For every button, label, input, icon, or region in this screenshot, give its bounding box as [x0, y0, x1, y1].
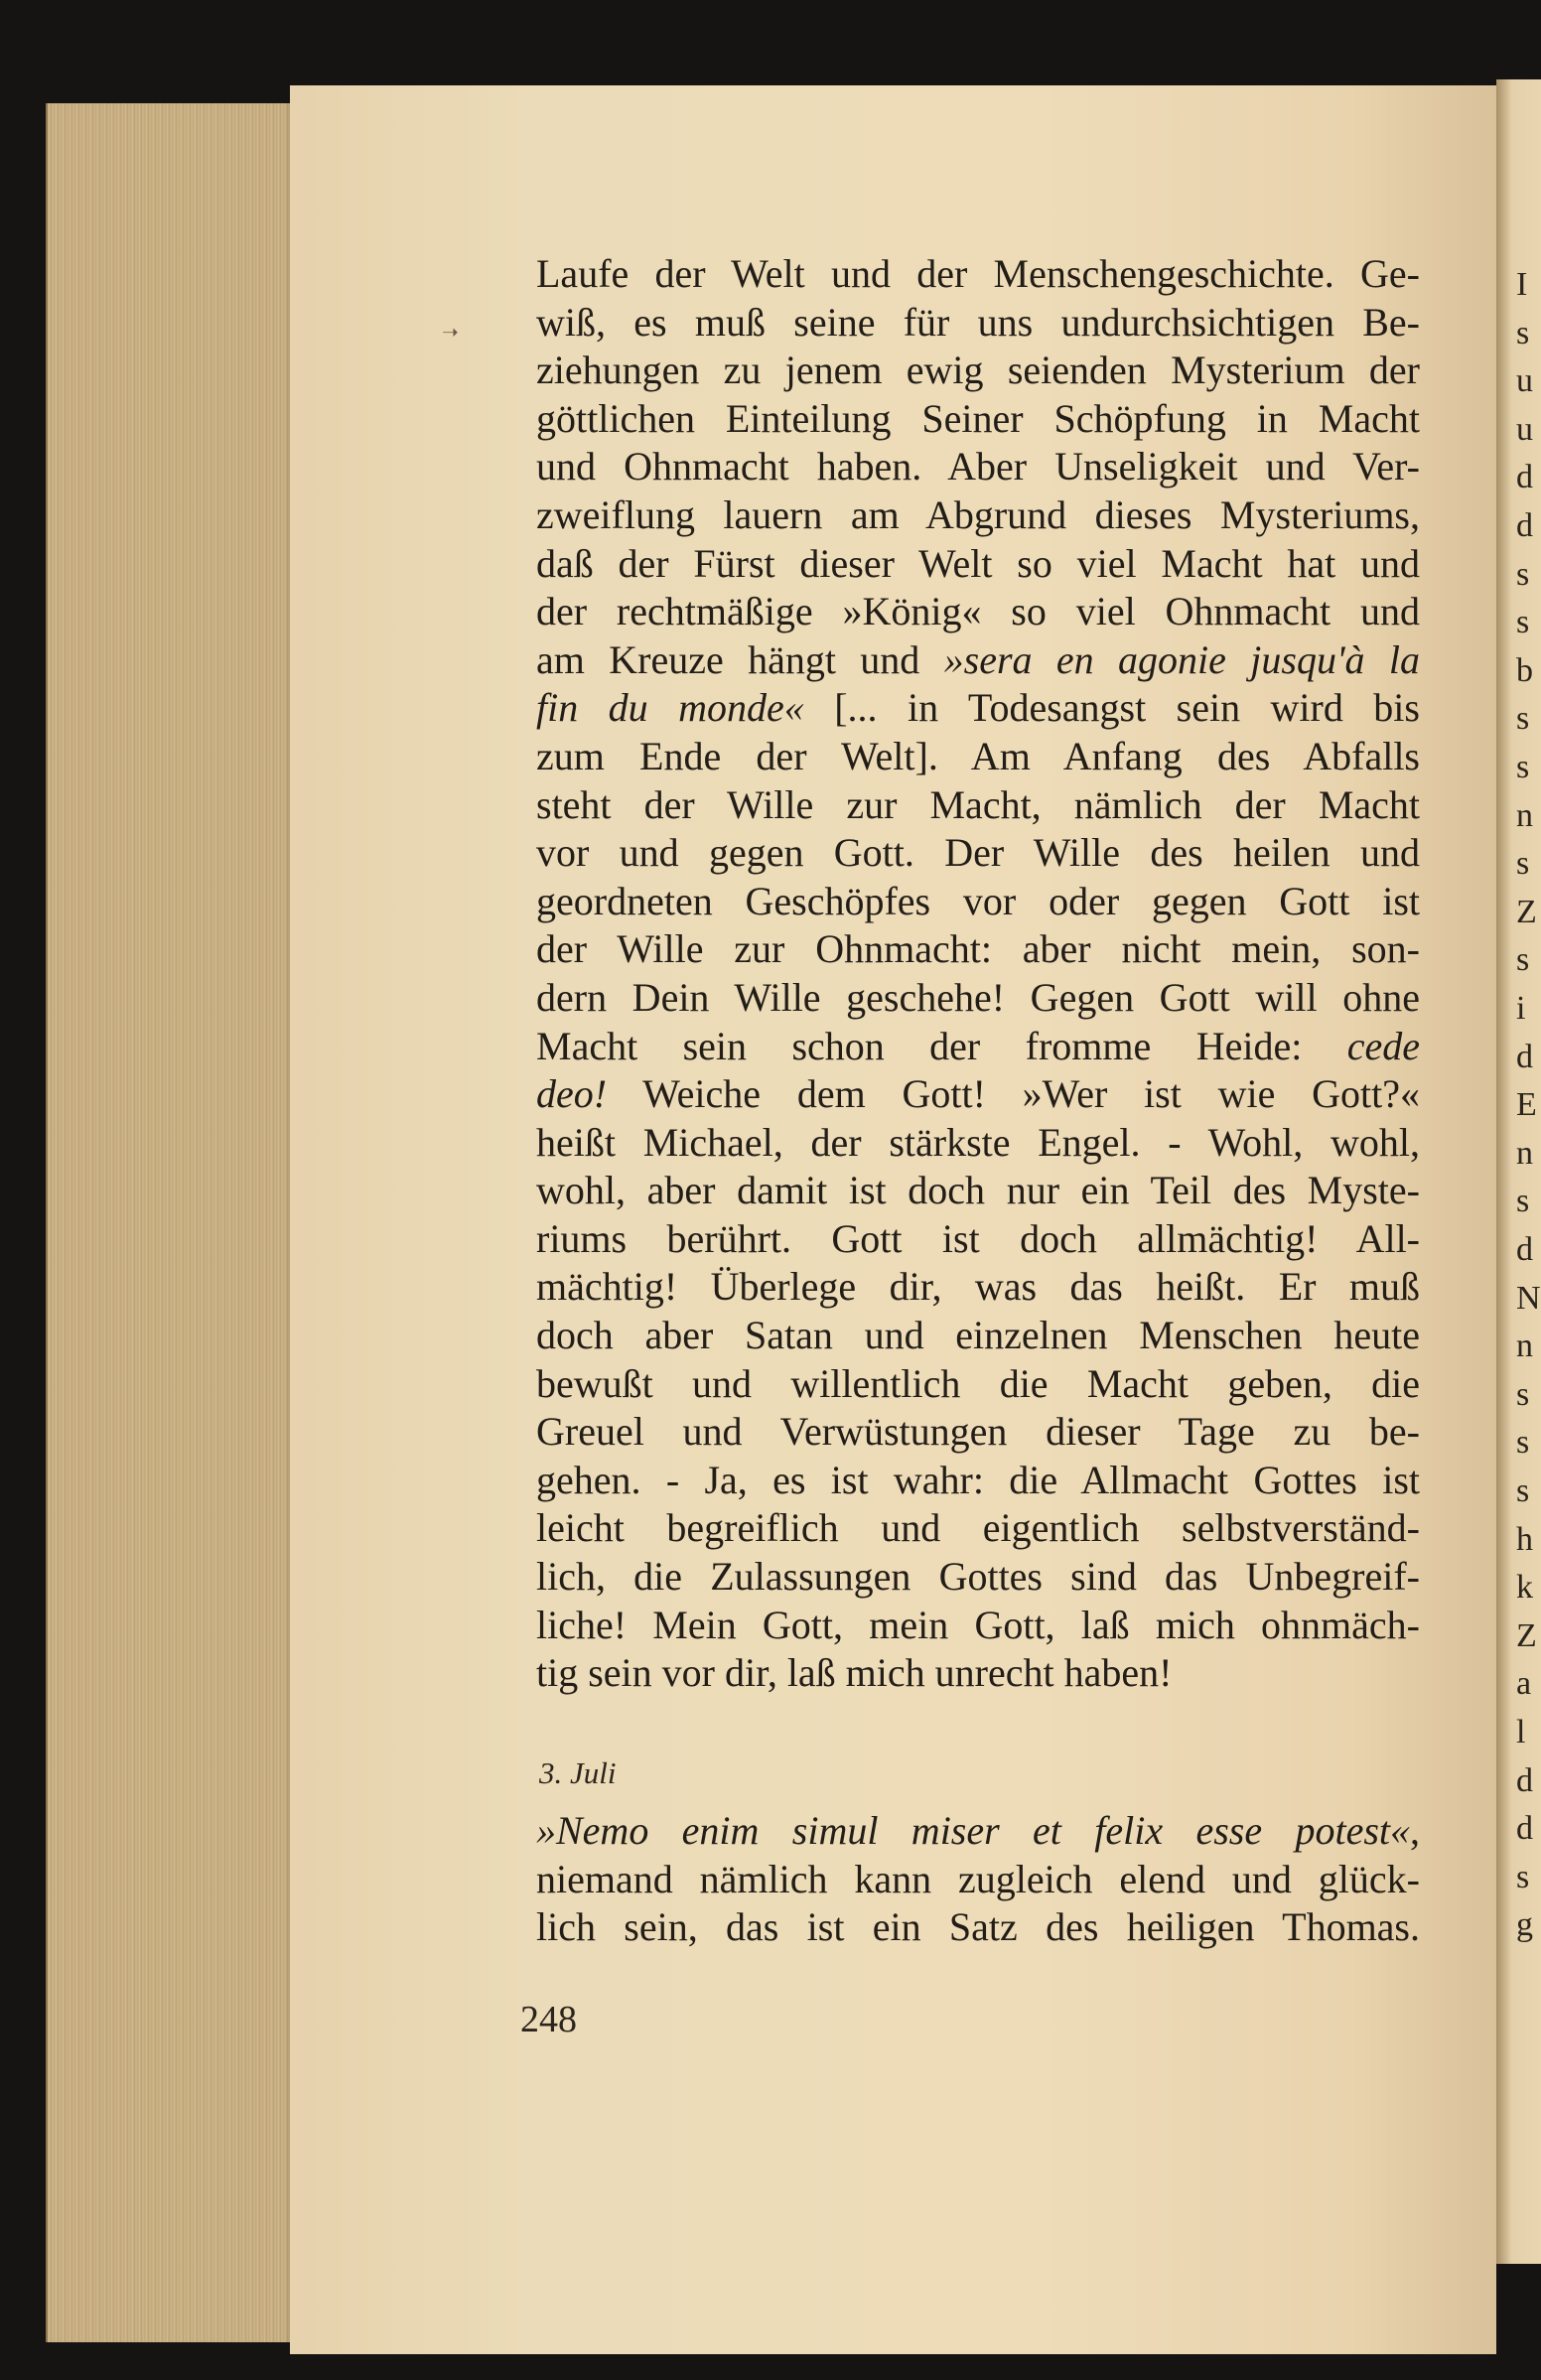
text-line: geordneten Geschöpfes vor oder gegen Gott ist — [536, 878, 1420, 923]
facing-page-letter: n — [1516, 796, 1533, 834]
facing-page-letter: s — [1516, 700, 1530, 738]
facing-page-letter: d — [1516, 1231, 1533, 1268]
facing-page-letter: s — [1516, 1183, 1530, 1220]
facing-page-letter: n — [1516, 1134, 1533, 1172]
facing-page-letter: d — [1516, 459, 1533, 496]
text-line: liche! Mein Gott, mein Gott, laß mich ohnmäch- — [536, 1602, 1420, 1647]
text-line — [536, 684, 1420, 733]
facing-page-letter: s — [1516, 604, 1530, 641]
text-line: lich sein, das ist ein Satz des heiligen Thomas. — [536, 1904, 1420, 1950]
facing-page-letter: s — [1516, 1472, 1530, 1509]
facing-page-letter: u — [1516, 410, 1533, 448]
text-segment: am Kreuze hängt und — [536, 636, 944, 682]
text-line: wiß, es muß seine für uns undurchsichtigen Be- — [536, 299, 1420, 345]
facing-page-letter: k — [1516, 1569, 1533, 1607]
text-line: göttlichen Einteilung Seiner Schöpfung in Macht — [536, 395, 1420, 441]
text-line: der Wille zur Ohnmacht: aber nicht mein, son- — [536, 926, 1420, 972]
text-segment: Macht sein schon der fromme Heide: — [536, 1023, 1347, 1068]
italic-segment: fin du monde« — [536, 685, 804, 731]
facing-page-letter: u — [1516, 362, 1533, 400]
facing-page-letter: s — [1516, 1858, 1530, 1895]
facing-page-letter: E — [1516, 1086, 1537, 1124]
facing-page-letter: s — [1516, 314, 1530, 351]
main-text-block — [536, 250, 1420, 1698]
text-line: und Ohnmacht haben. Aber Unseligkeit und Ver- — [536, 444, 1420, 490]
text-line: ziehungen zu jenem ewig seienden Mysterium der — [536, 348, 1420, 393]
text-line — [536, 1070, 1420, 1119]
facing-page-letter: d — [1516, 1761, 1533, 1799]
text-line — [536, 636, 1420, 685]
facing-page-letter: a — [1516, 1665, 1532, 1703]
facing-page-letter: n — [1516, 1328, 1533, 1365]
text-line: doch aber Satan und einzelnen Menschen heute — [536, 1313, 1420, 1358]
text-line: mächtig! Überlege dir, was das heißt. Er muß — [536, 1264, 1420, 1310]
facing-page-letter: N — [1516, 1279, 1541, 1317]
text-line: tig sein vor dir, laß mich unrecht haben! — [536, 1650, 1173, 1696]
text-line: heißt Michael, der stärkste Engel. - Wohl, wohl, — [536, 1119, 1420, 1165]
text-line: bewußt und willentlich die Macht geben, die — [536, 1360, 1420, 1406]
text-line: Laufe der Welt und der Menschengeschichte. Ge- — [536, 251, 1420, 296]
page-stack-edge — [46, 103, 296, 2342]
pencil-mark: ➝ — [442, 320, 459, 344]
date-heading: 3. Juli — [539, 1755, 617, 1790]
facing-page-letter: s — [1516, 1375, 1530, 1413]
facing-page-letter: b — [1516, 651, 1533, 689]
facing-page-letter: l — [1516, 1714, 1526, 1750]
text-line: zweiflung lauern am Abgrund dieses Mysteriums, — [536, 491, 1420, 537]
facing-page-letter: g — [1516, 1906, 1533, 1944]
text-line: der rechtmäßige »König« so viel Ohnmacht und — [536, 589, 1420, 634]
text-line: gehen. - Ja, es ist wahr: die Allmacht Gottes ist — [536, 1457, 1420, 1502]
text-line: riums berührt. Gott ist doch allmächtig! All- — [536, 1215, 1420, 1261]
text-segment: , — [1410, 1808, 1420, 1853]
text-line: leicht begreiflich und eigentlich selbstverständ- — [536, 1505, 1420, 1551]
facing-page-letter: s — [1516, 555, 1530, 593]
italic-segment: cede — [1346, 1023, 1420, 1068]
text-line: zum Ende der Welt]. Am Anfang des Abfalls — [536, 733, 1420, 778]
italic-segment: deo! — [536, 1071, 608, 1117]
facing-page-letter: Z — [1516, 1616, 1537, 1654]
facing-page-letter: d — [1516, 1038, 1533, 1075]
italic-segment: »Nemo enim simul miser et felix esse potest« — [536, 1808, 1410, 1853]
text-line: vor und gegen Gott. Der Wille des heilen und — [536, 830, 1420, 876]
italic-segment: »sera en agonie jusqu'à la — [943, 636, 1420, 682]
text-line: Greuel und Verwüstungen dieser Tage zu be- — [536, 1409, 1420, 1455]
text-segment: [... in Todesangst sein wird bis — [803, 685, 1420, 731]
text-line: wohl, aber damit ist doch nur ein Teil des Myste- — [536, 1168, 1420, 1213]
text-line: steht der Wille zur Macht, nämlich der Macht — [536, 781, 1420, 827]
facing-page-edge — [1496, 79, 1541, 2264]
facing-page-letter: s — [1516, 845, 1530, 883]
page-number: 248 — [520, 1999, 577, 2040]
quote-text-block — [536, 1807, 1420, 1952]
facing-page-letter: d — [1516, 1810, 1533, 1848]
facing-page-letter: s — [1516, 749, 1530, 785]
text-line — [536, 1807, 1420, 1856]
facing-page-letter: s — [1516, 1424, 1530, 1462]
text-line — [536, 1023, 1420, 1071]
facing-page-letter: h — [1516, 1520, 1533, 1558]
facing-page-letter: i — [1516, 990, 1526, 1027]
facing-page-letter: s — [1516, 941, 1530, 979]
facing-page-letter: d — [1516, 507, 1533, 544]
facing-page-letter: I — [1516, 266, 1528, 303]
text-line: dern Dein Wille geschehe! Gegen Gott will ohne — [536, 974, 1420, 1020]
text-segment: Weiche dem Gott! »Wer ist wie Gott?« — [607, 1071, 1420, 1117]
text-line: lich, die Zulassungen Gottes sind das Unbegreif- — [536, 1554, 1420, 1600]
text-line: niemand nämlich kann zugleich elend und glück- — [536, 1856, 1420, 1901]
text-line: daß der Fürst dieser Welt so viel Macht hat und — [536, 540, 1420, 586]
facing-page-letter: Z — [1516, 893, 1537, 930]
